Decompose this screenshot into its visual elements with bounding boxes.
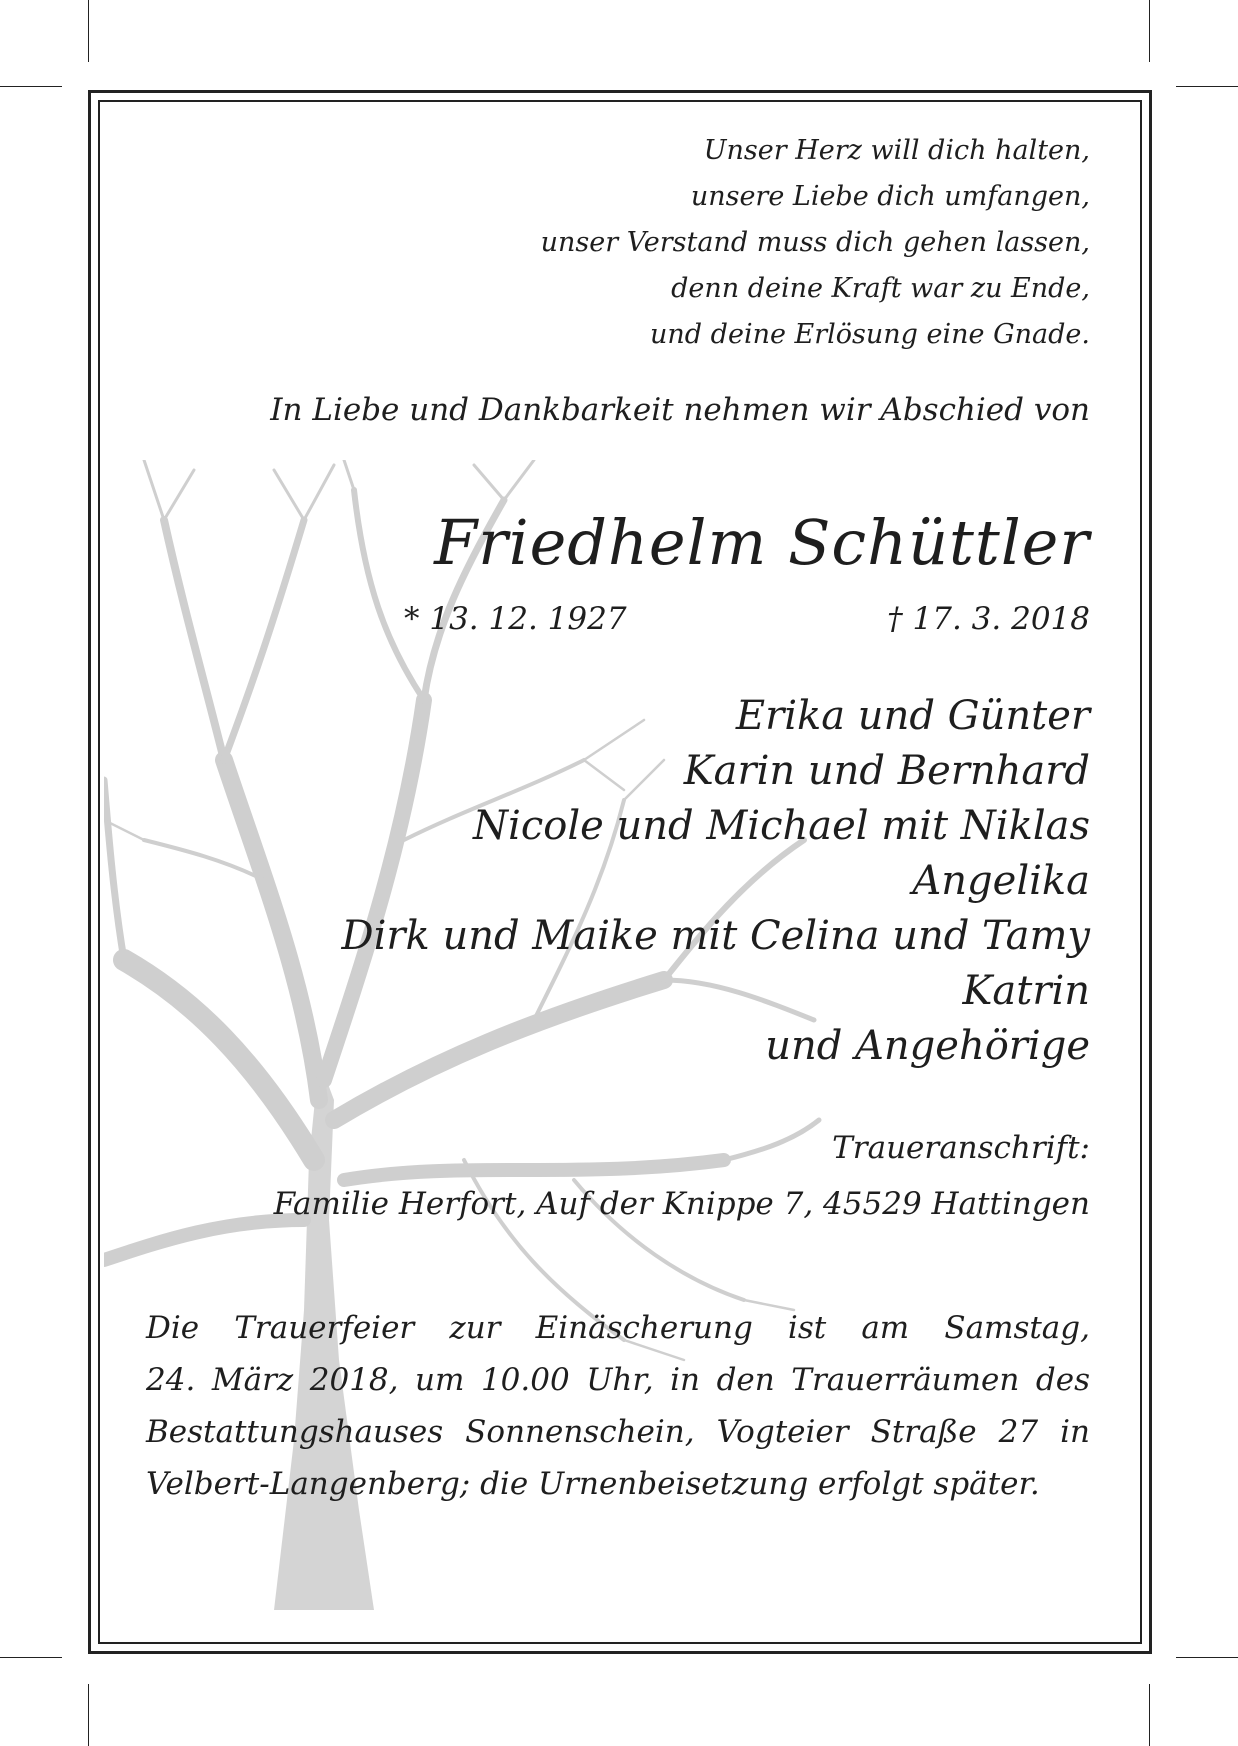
mourner-line: Karin und Bernhard (683, 748, 1090, 794)
crop-mark (1149, 0, 1150, 62)
deceased-name: Friedhelm Schüttler (434, 506, 1090, 579)
crop-mark (1176, 86, 1238, 87)
address-label: Traueranschrift: (832, 1130, 1090, 1166)
mourning-address: Familie Herfort, Auf der Knippe 7, 45529 Hattingen (273, 1186, 1090, 1222)
mourner-line: Nicole und Michael mit Niklas (473, 803, 1090, 849)
mourner-line: Erika und Günter (735, 693, 1090, 739)
funeral-notice (146, 1302, 1090, 1510)
notice-line: 24. März 2018, um 10.00 Uhr, in den Trauerräumen des (146, 1362, 1090, 1398)
intro-text: In Liebe und Dankbarkeit nehmen wir Abschied von (270, 392, 1090, 428)
mourners-list (146, 689, 1090, 1074)
obituary-content (146, 128, 1090, 1510)
mourner-line: und Angehörige (765, 1023, 1090, 1069)
mourner-line: Angelika (912, 858, 1090, 904)
death-date: † 17. 3. 2018 (887, 601, 1090, 637)
crop-mark (1149, 1684, 1150, 1746)
poem-line: denn deine Kraft war zu Ende, (671, 273, 1090, 304)
notice-line: Velbert-Langenberg; die Urnenbeisetzung erfolgt später. (146, 1466, 1040, 1502)
notice-line: Die Trauerfeier zur Einäscherung ist am Samstag, (146, 1310, 1090, 1346)
poem (146, 128, 1090, 358)
poem-line: und deine Erlösung eine Gnade. (650, 319, 1090, 350)
crop-mark (88, 0, 89, 62)
crop-mark (88, 1684, 89, 1746)
poem-line: unsere Liebe dich umfangen, (690, 181, 1090, 212)
crop-mark (1176, 1657, 1238, 1658)
mourner-line: Dirk und Maike mit Celina und Tamy (341, 913, 1090, 959)
notice-line: Bestattungshauses Sonnenschein, Vogteier Straße 27 in (146, 1414, 1090, 1450)
life-dates (146, 601, 1090, 641)
mourner-line: Katrin (962, 968, 1090, 1014)
crop-mark (0, 86, 62, 87)
birth-date: * 13. 12. 1927 (404, 601, 627, 637)
poem-line: unser Verstand muss dich gehen lassen, (540, 227, 1090, 258)
poem-line: Unser Herz will dich halten, (703, 135, 1090, 166)
crop-mark (0, 1657, 62, 1658)
